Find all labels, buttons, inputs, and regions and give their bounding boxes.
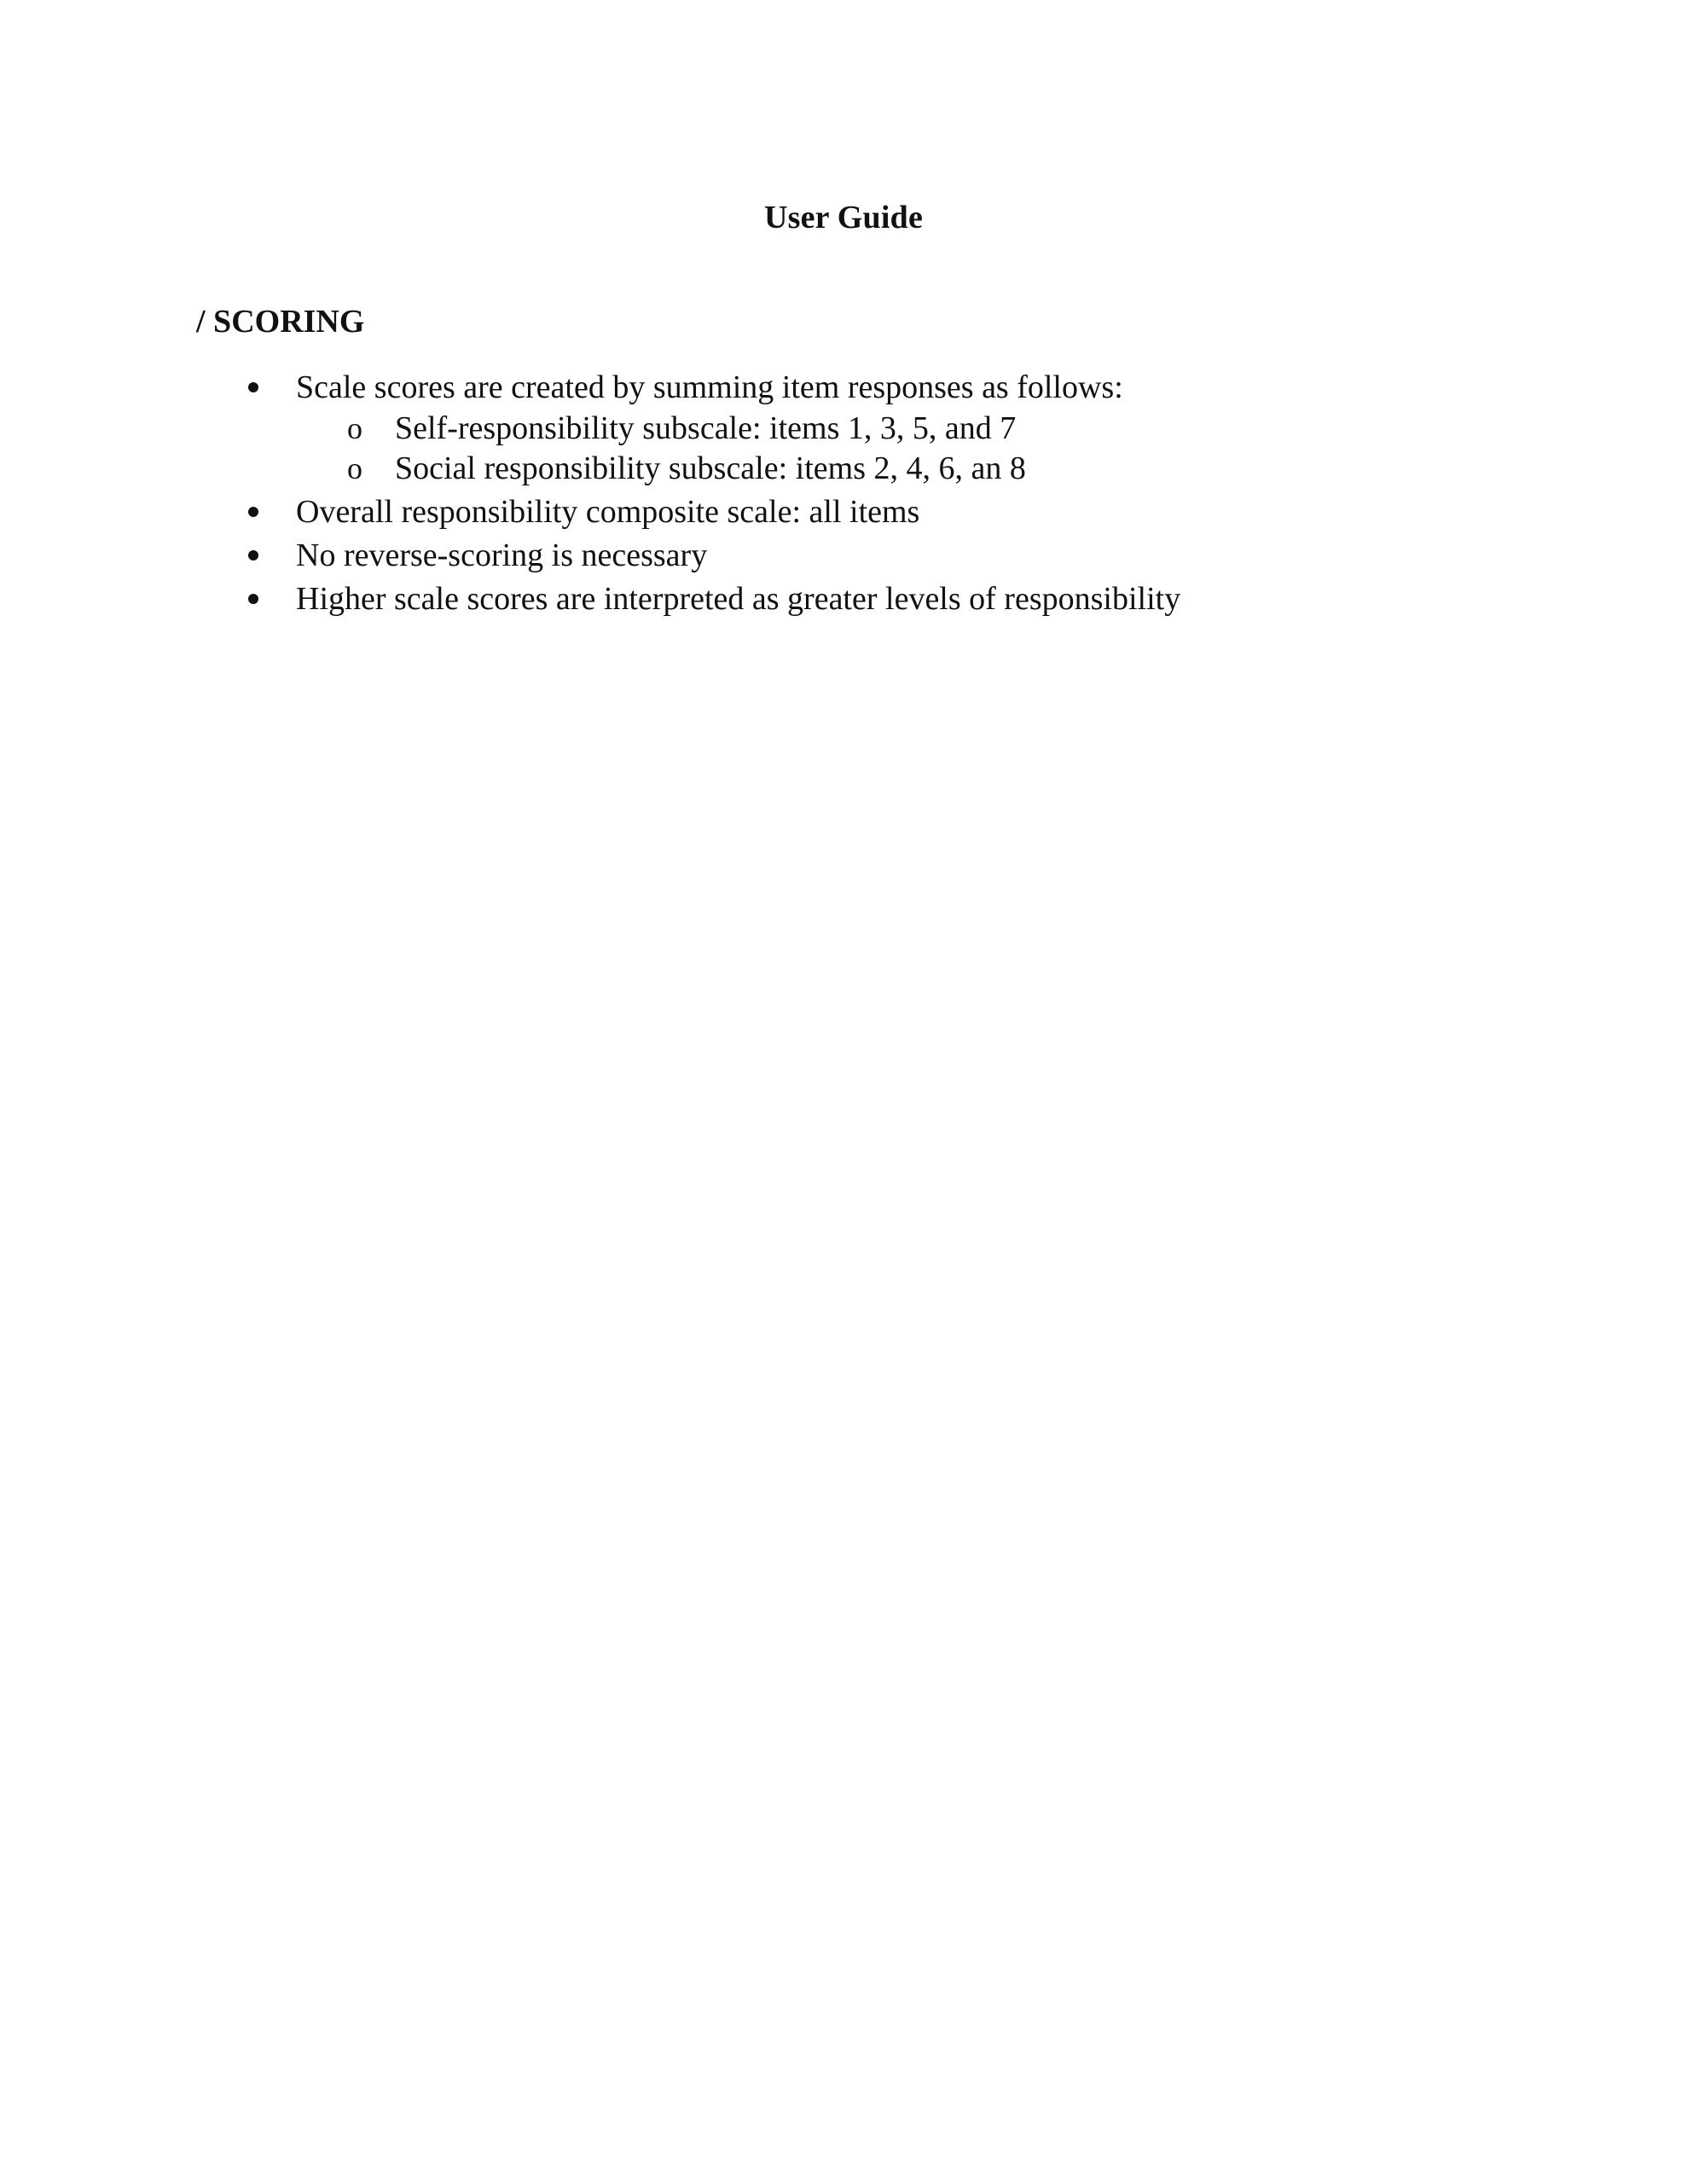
- section-heading-scoring: / SCORING: [196, 304, 365, 340]
- page-title: User Guide: [763, 200, 924, 235]
- list-item-text: Scale scores are created by summing item responses as follows:: [296, 369, 1123, 405]
- list-item-text: Higher scale scores are interpreted as greater levels of responsibility: [296, 581, 1181, 617]
- list-item: [0, 533, 1687, 578]
- list-item-text: Self-responsibility subscale: items 1, 3, 5, and 7: [395, 410, 1017, 446]
- list-item: [0, 490, 1687, 534]
- list-item: [0, 577, 1687, 621]
- list-item: [0, 446, 1687, 491]
- bullet-disc-icon: [248, 550, 258, 561]
- bullet-disc-icon: [248, 382, 258, 392]
- list-item-text: Social responsibility subscale: items 2, 4, 6, an 8: [395, 450, 1026, 486]
- list-item: [0, 406, 1687, 450]
- bullet-circle-icon: o: [347, 451, 362, 485]
- list-item: [0, 365, 1687, 410]
- bullet-disc-icon: [248, 507, 258, 517]
- list-item-text: No reverse-scoring is necessary: [296, 537, 708, 573]
- bullet-disc-icon: [248, 594, 258, 604]
- list-item-text: Overall responsibility composite scale: all items: [296, 494, 920, 530]
- bullet-circle-icon: o: [347, 411, 362, 445]
